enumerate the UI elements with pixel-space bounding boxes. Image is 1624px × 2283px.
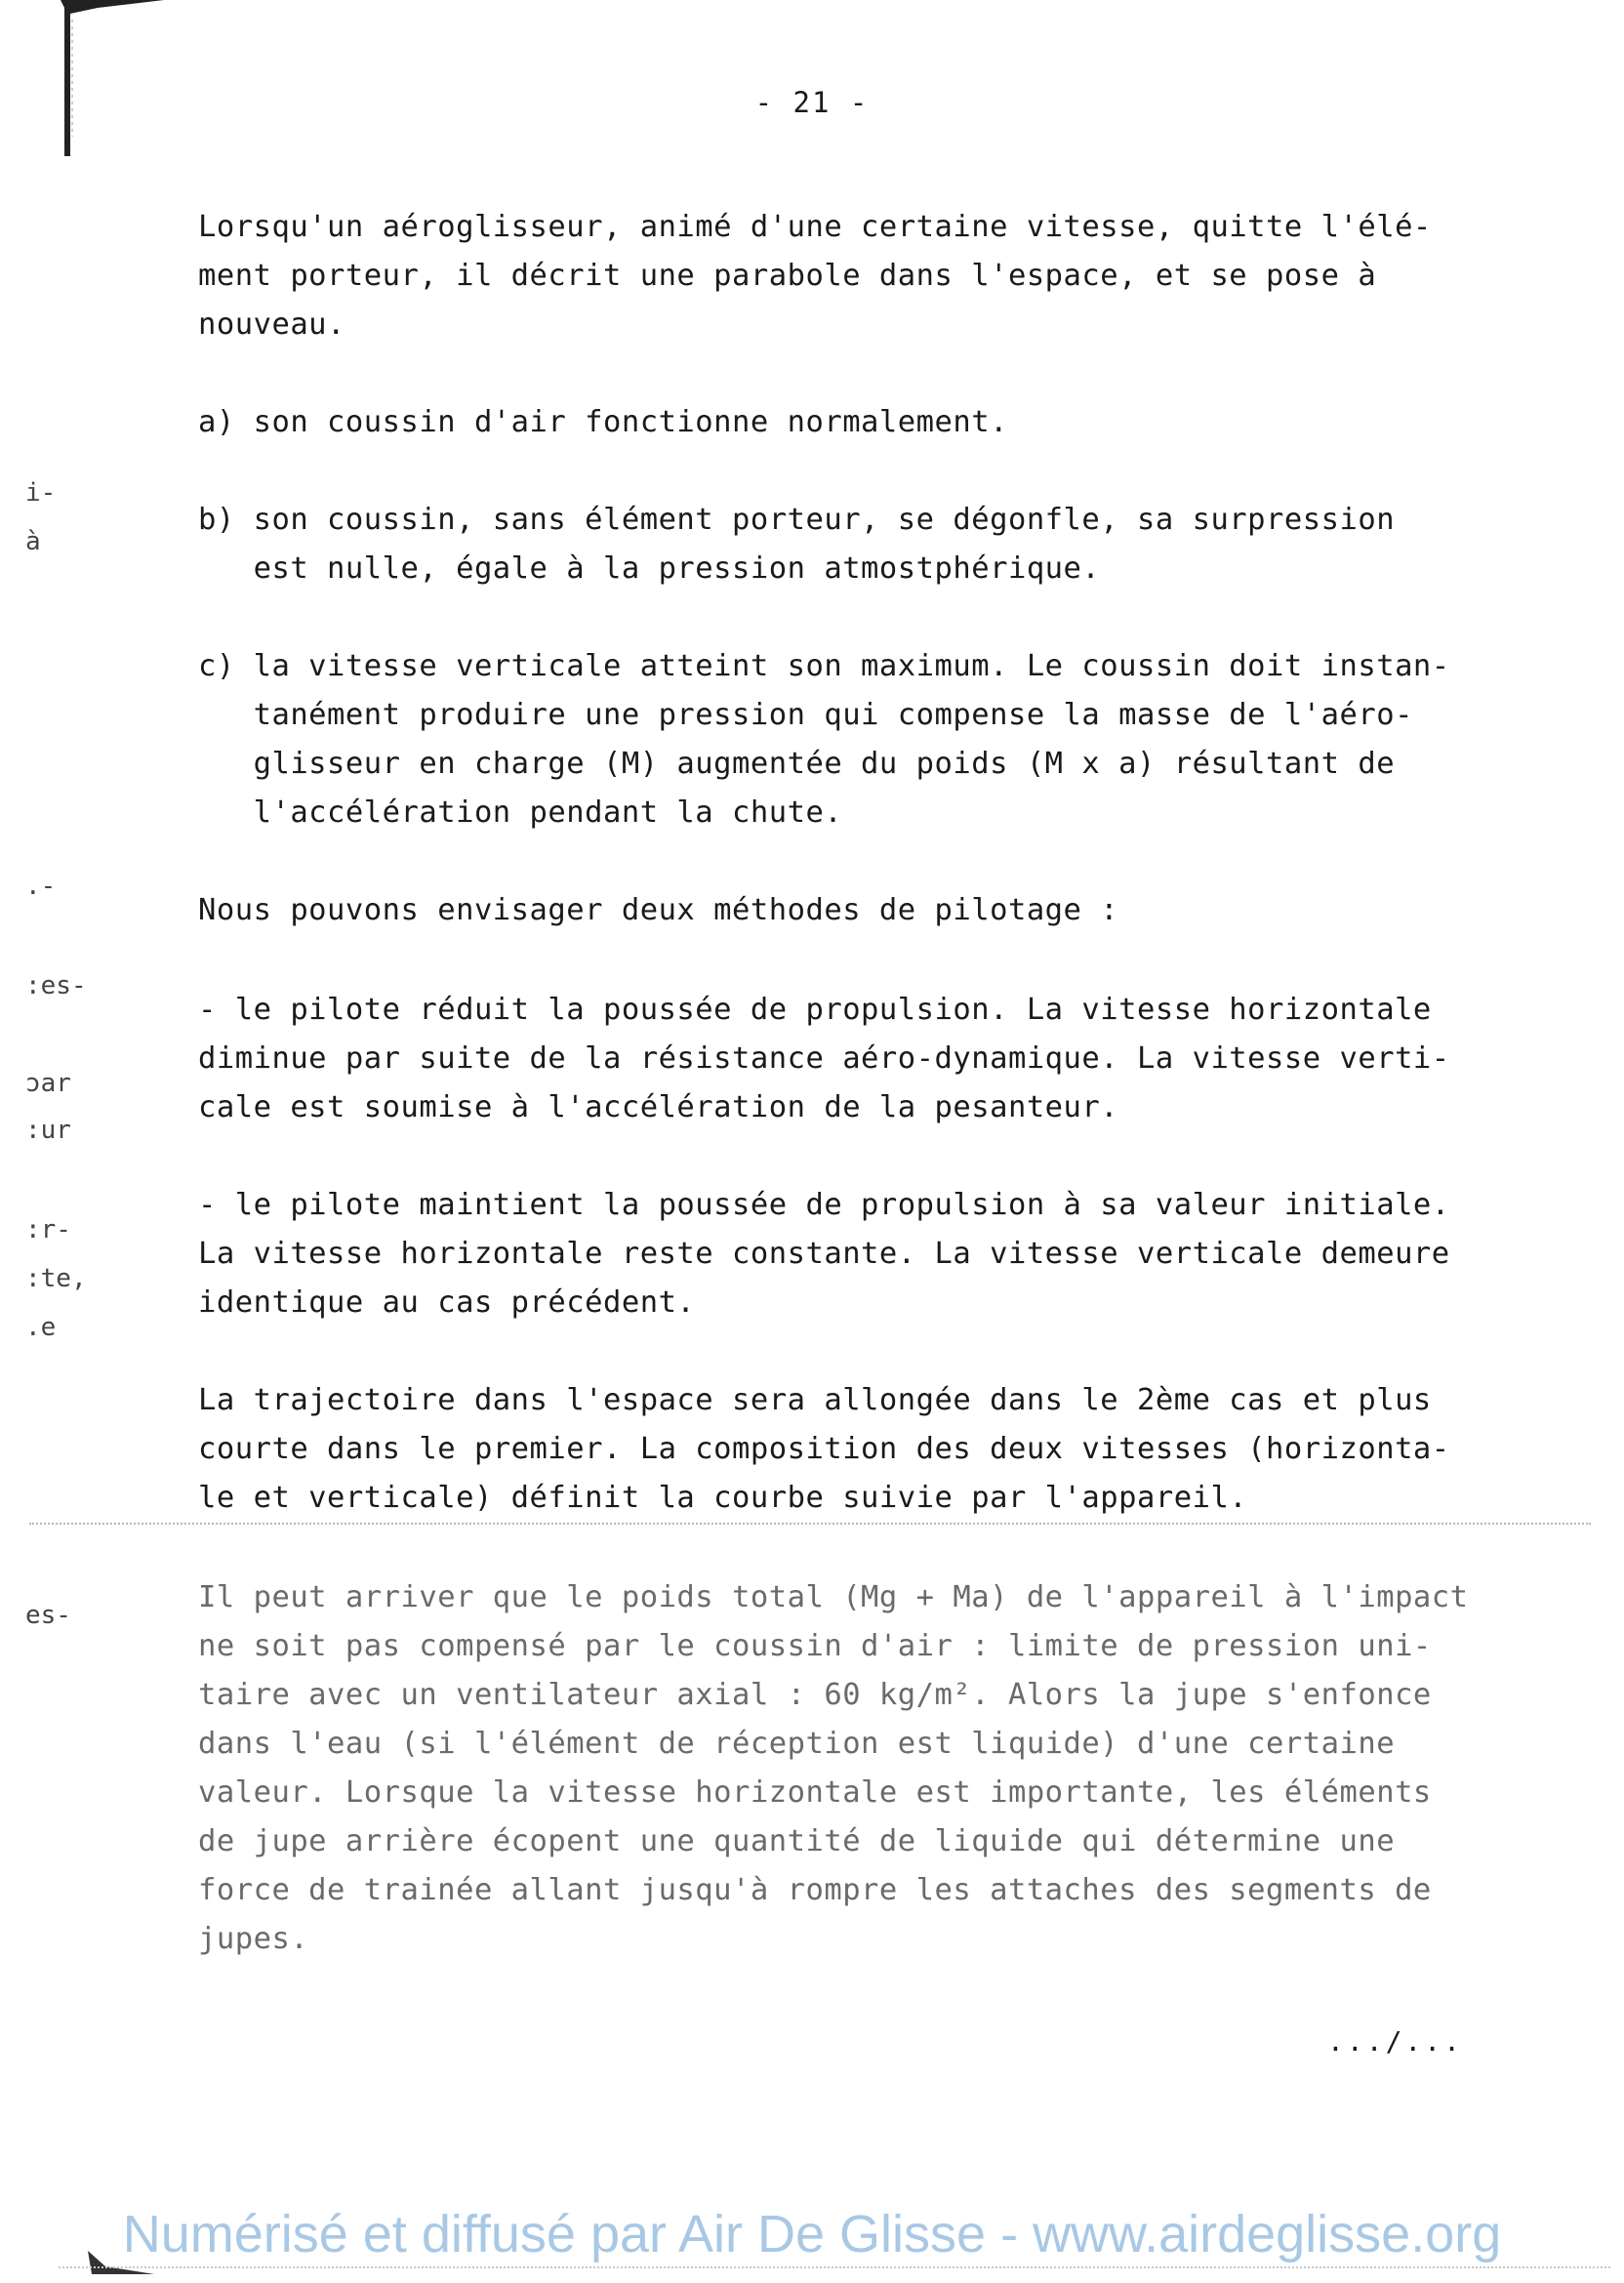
text-line: dans l'eau (si l'élément de réception est liquide) d'une certaine — [198, 1727, 1396, 1761]
margin-fragment: à — [25, 527, 41, 556]
margin-fragment: es- — [25, 1601, 71, 1630]
text-line: La trajectoire dans l'espace sera allongée dans le 2ème cas et plus — [198, 1383, 1432, 1417]
text-line: jupes. — [198, 1922, 309, 1956]
margin-fragment: :r- — [25, 1215, 71, 1244]
margin-fragment: .e — [25, 1313, 57, 1342]
text-line: Il peut arriver que le poids total (Mg + Ma) de l'appareil à l'impact — [198, 1580, 1469, 1614]
margin-fragment: :es- — [25, 971, 87, 1000]
text-line: ment porteur, il décrit une parabole dans l'espace, et se pose à — [198, 259, 1377, 293]
text-line: courte dans le premier. La composition des deux vitesses (horizonta- — [198, 1432, 1450, 1466]
list-item-b: b) son coussin, sans élément porteur, se dégonfle, sa surpression — [198, 503, 1396, 537]
scan-bottom-corner-mark — [86, 2245, 164, 2276]
text-line: diminue par suite de la résistance aéro-dynamique. La vitesse verti- — [198, 1041, 1450, 1076]
text-line: taire avec un ventilateur axial : 60 kg/m². Alors la jupe s'enfonce — [198, 1678, 1432, 1712]
text-line: ne soit pas compensé par le coussin d'air : limite de pression uni- — [198, 1629, 1432, 1663]
margin-fragment: i- — [25, 478, 57, 508]
margin-fragment: :te, — [25, 1264, 87, 1293]
continuation-mark: .../... — [1327, 2025, 1464, 2058]
text-line: tanément produire une pression qui compense la masse de l'aéro- — [198, 698, 1413, 732]
margin-fragment: :ur — [25, 1116, 71, 1145]
scan-corner-mark — [59, 0, 166, 166]
text-line: cale est soumise à l'accélération de la pesanteur. — [198, 1090, 1119, 1124]
margin-fragment: .- — [25, 872, 57, 901]
text-line: - le pilote maintient la poussée de propulsion à sa valeur initiale. — [198, 1188, 1450, 1222]
list-item-c: c) la vitesse verticale atteint son maximum. Le coussin doit instan- — [198, 649, 1450, 683]
text-line: valeur. Lorsque la vitesse horizontale est importante, les éléments — [198, 1775, 1432, 1810]
text-line: Lorsqu'un aéroglisseur, animé d'une certaine vitesse, quitte l'élé- — [198, 210, 1432, 244]
text-line: - le pilote réduit la poussée de propulsion. La vitesse horizontale — [198, 993, 1432, 1027]
text-line: le et verticale) définit la courbe suivie par l'appareil. — [198, 1481, 1248, 1515]
list-item-a: a) son coussin d'air fonctionne normalement. — [198, 405, 1008, 439]
scan-bottom-edge — [59, 2266, 1610, 2268]
margin-fragment: ɔar — [25, 1069, 71, 1098]
text-line: est nulle, égale à la pression atmostphérique. — [198, 551, 1101, 586]
text-line: nouveau. — [198, 307, 345, 342]
page-number: - 21 - — [754, 86, 870, 119]
text-line: glisseur en charge (M) augmentée du poids (M x a) résultant de — [198, 747, 1396, 781]
text-line: Nous pouvons envisager deux méthodes de pilotage : — [198, 893, 1119, 927]
text-line: identique au cas précédent. — [198, 1285, 696, 1320]
text-line: force de trainée allant jusqu'à rompre les attaches des segments de — [198, 1873, 1432, 1907]
text-line: de jupe arrière écopent une quantité de liquide qui détermine une — [198, 1824, 1396, 1858]
text-line: La vitesse horizontale reste constante. La vitesse verticale demeure — [198, 1237, 1450, 1271]
footer-watermark: Numérisé et diffusé par Air De Glisse - www.airdeglisse.org — [122, 2205, 1502, 2263]
text-line: l'accélération pendant la chute. — [198, 795, 843, 830]
scan-fold-line — [29, 1523, 1591, 1525]
